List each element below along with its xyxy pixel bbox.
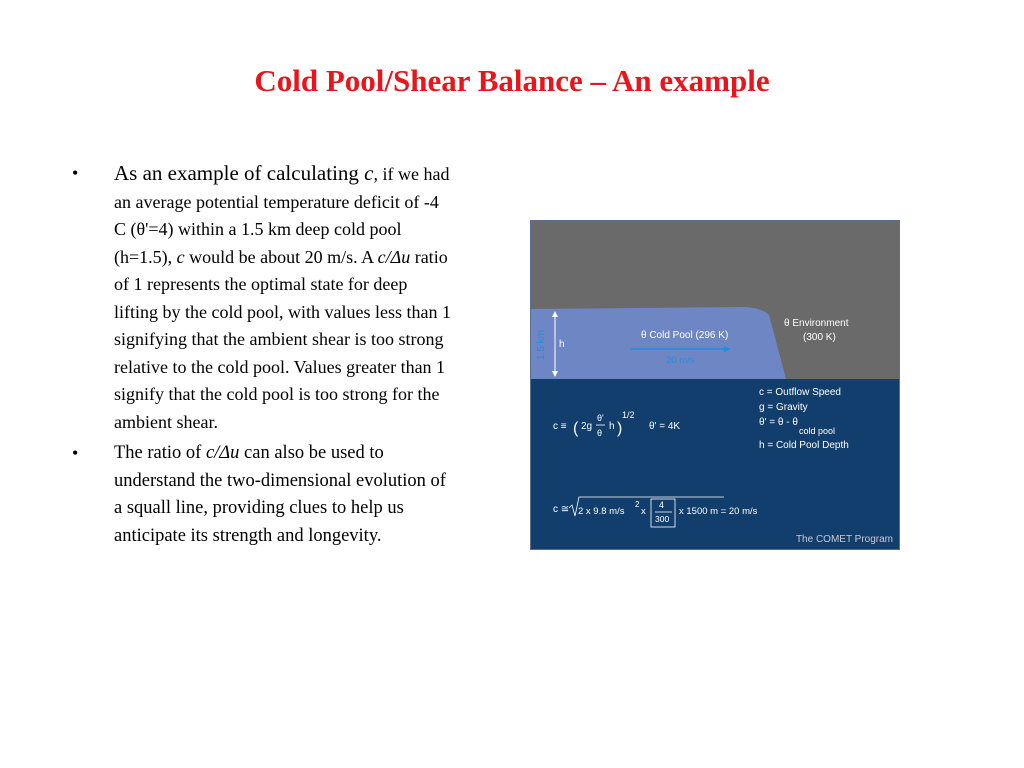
bullet-1-rest3: ratio of 1 represents the optimal state for deep lifting by the cold pool, with values less than 1 signifying that the ambient shear is too strong relative to the cold pool. Values greater than 1 signify that the cold pool is too strong for the ambient shear. [114, 246, 451, 432]
cold-pool-label: θ Cold Pool (296 K) [641, 330, 729, 341]
bullet-1-rest1: , if we had an average potential temperature deficit of -4 C (θ'=4) within a 1.5 km deep cold pool (h=1.5), [114, 164, 450, 267]
bullet-item-1 [72, 160, 452, 436]
bullet-1-c: c [364, 161, 374, 185]
bullet-1-rest2: would be about 20 m/s. A [184, 246, 378, 267]
comet-credit: The COMET Program [795, 534, 893, 545]
formula-theta-prime: θ' [597, 413, 604, 423]
bullet-item-2 [72, 440, 452, 550]
environment-label: θ Environment [784, 318, 849, 329]
formula-theta-value: θ' = 4K [649, 421, 681, 432]
h-label: h [559, 339, 565, 350]
formula-exponent: 1/2 [622, 410, 635, 420]
cold-pool-region [531, 307, 786, 379]
calc-square: 2 [635, 500, 640, 509]
formula-theta: θ [597, 428, 603, 438]
calc-result: x 1500 m = 20 m/s [679, 506, 758, 517]
bullet-2-ratio: c/Δu [205, 443, 240, 463]
legend-theta-sub: cold pool [799, 426, 836, 436]
slide-title: Cold Pool/Shear Balance – An example [254, 63, 770, 98]
formula-h: h [609, 421, 615, 432]
speed-label: 20 m/s [666, 355, 695, 366]
legend-g: g = Gravity [759, 402, 808, 413]
formula-2g: 2g [581, 421, 593, 432]
bullet-1-lead: As an example of calculating [114, 161, 365, 185]
bullet-2-lead: The ratio of [114, 443, 206, 463]
environment-temp: (300 K) [803, 332, 836, 343]
calc-a: 2 x 9.8 m/s [578, 506, 625, 517]
formula-paren-right: ) [617, 420, 623, 437]
cold-pool-diagram [531, 221, 899, 549]
cold-pool-figure [530, 220, 900, 550]
calc-c: c ≅ [553, 504, 570, 515]
depth-label: 1.5 km [536, 329, 547, 361]
legend-h: h = Cold Pool Depth [759, 440, 849, 451]
legend-theta: θ' = θ - θ [759, 417, 798, 428]
legend-c: c = Outflow Speed [759, 387, 841, 398]
bullet-1-c2: c [176, 246, 185, 267]
bullet-list [72, 160, 452, 550]
calc-times: x [641, 506, 646, 517]
formula-paren-left: ( [573, 420, 579, 437]
bullet-2-rest: can also be used to understand the two-dimensional evolution of a squall line, providing clues to help us anticipate its strength and longevity. [114, 443, 446, 546]
formula-c: c ≡ [553, 421, 567, 432]
bullet-1-ratio: c/Δu [377, 246, 411, 267]
lower-panel [531, 379, 899, 549]
calc-numerator: 4 [659, 500, 665, 510]
calc-denominator: 300 [655, 514, 670, 524]
